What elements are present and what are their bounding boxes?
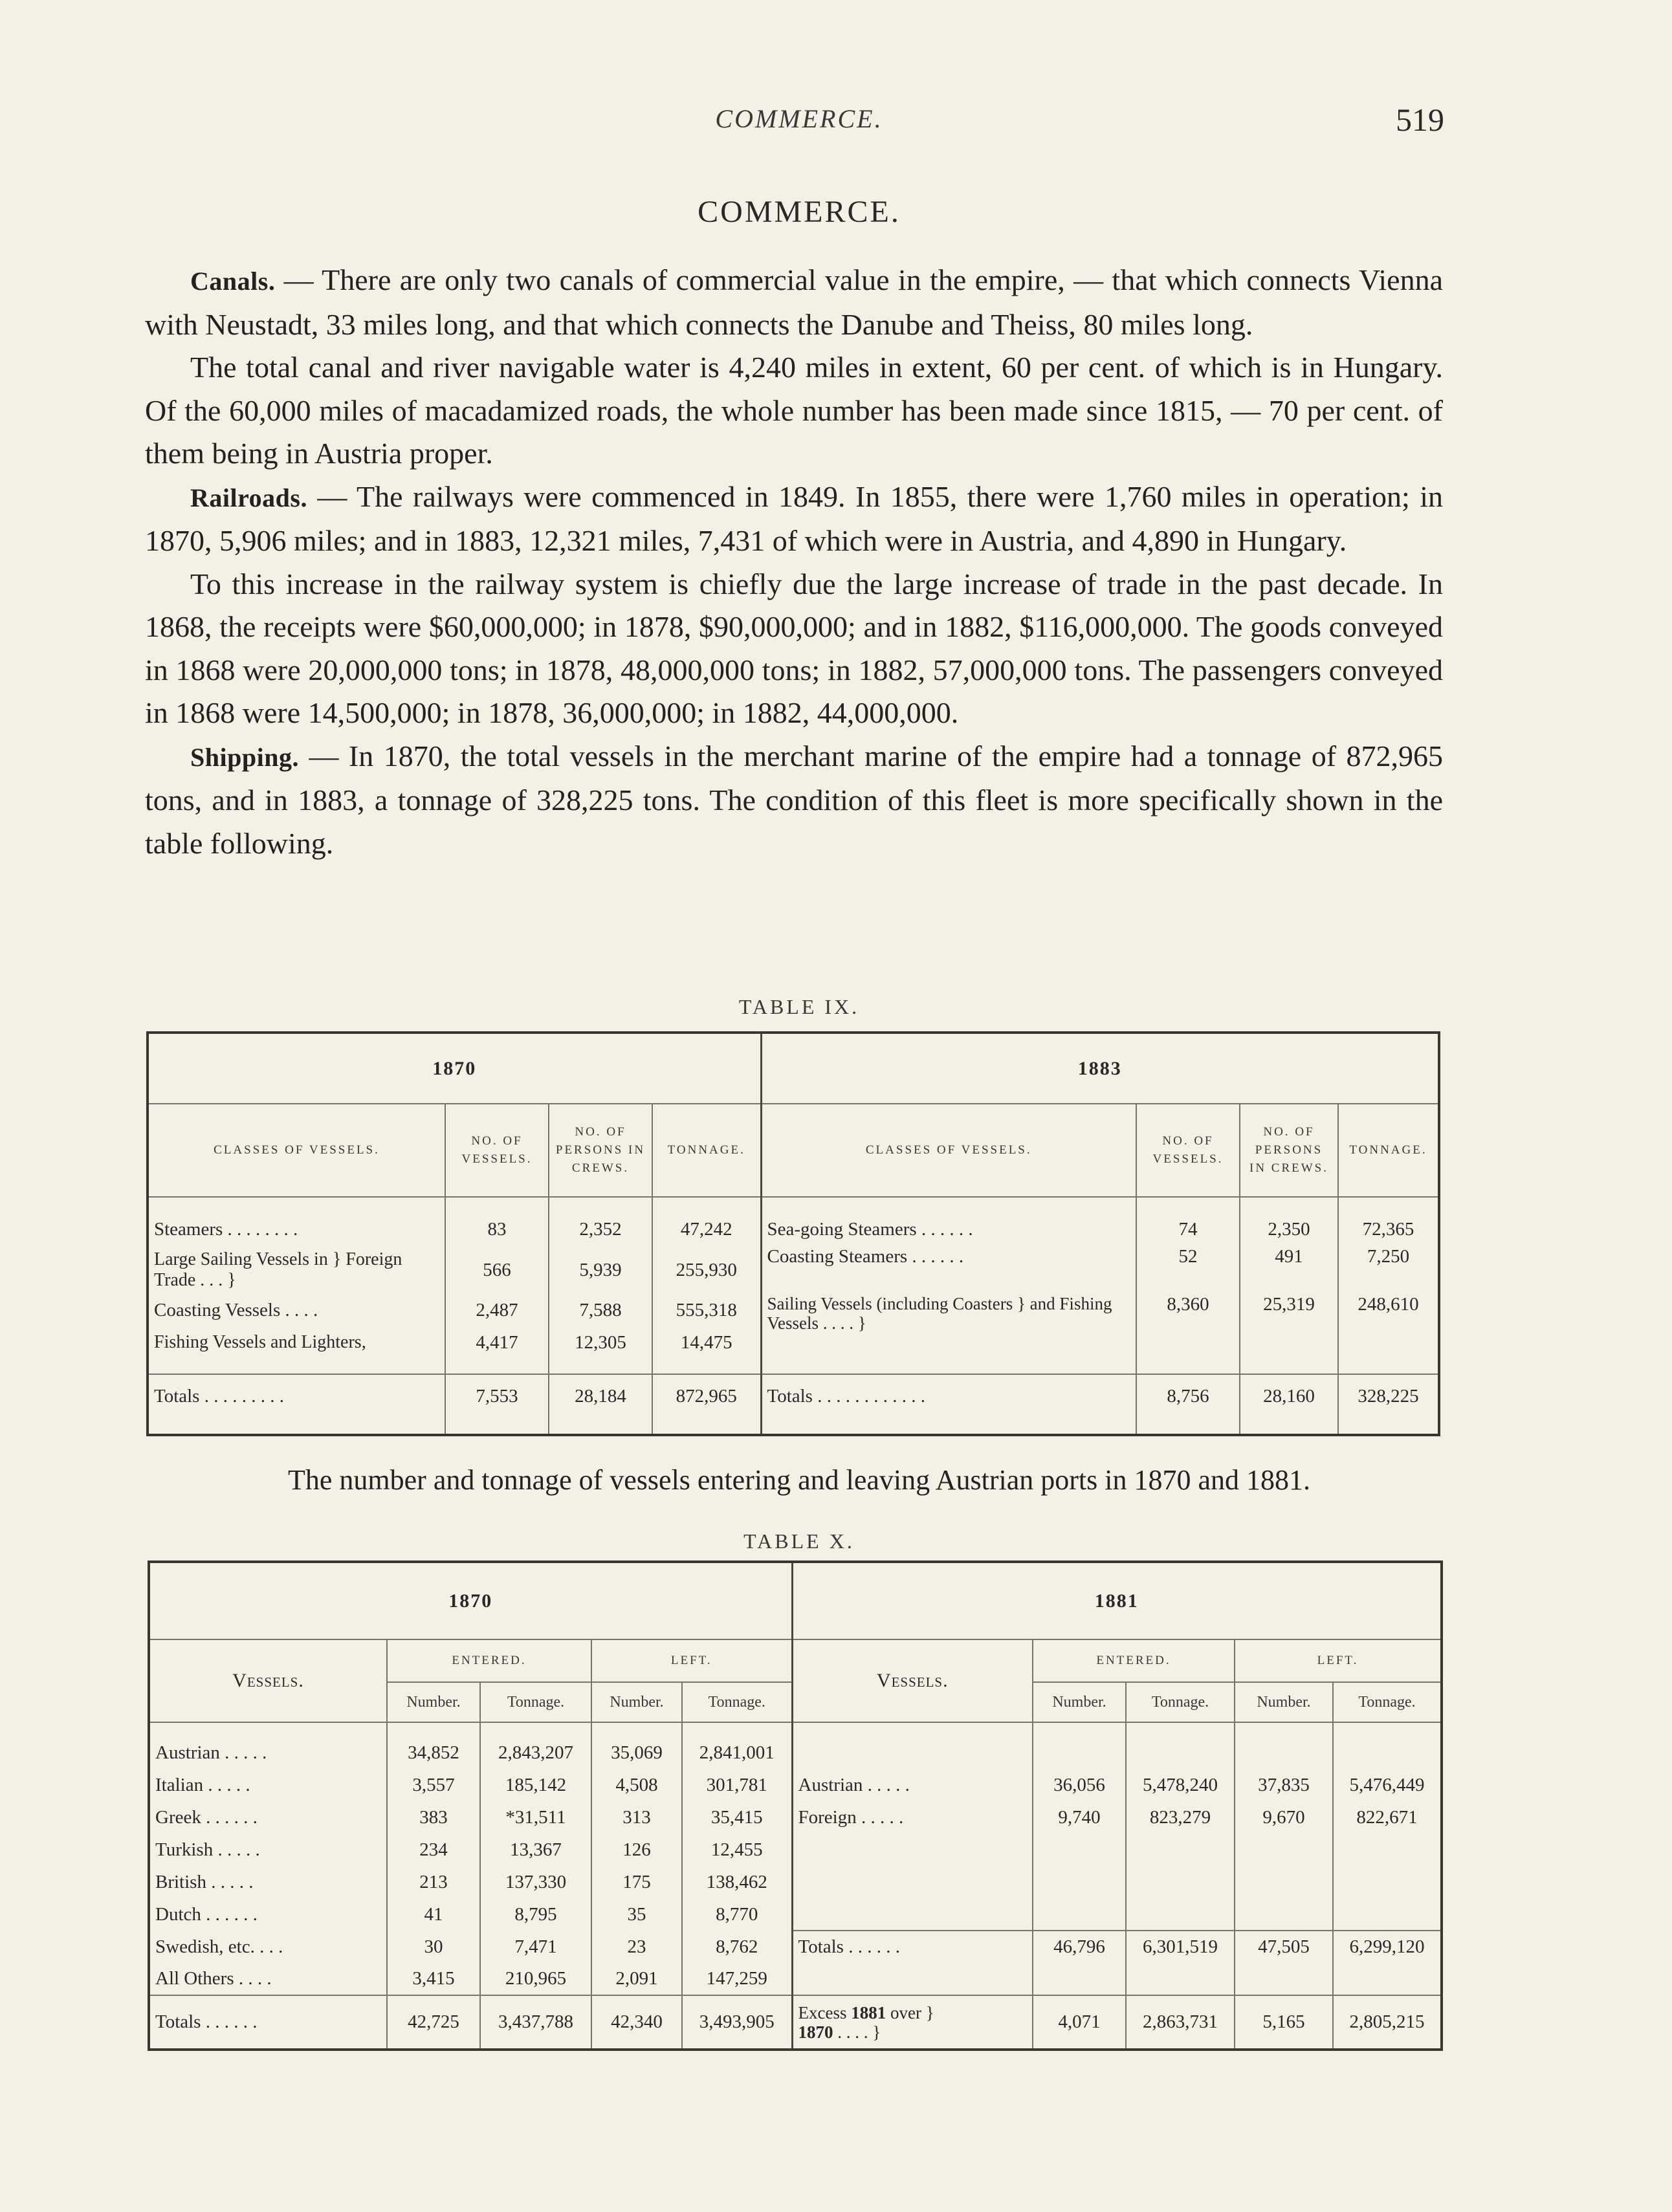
- col-header-tonnage: TONNAGE.: [1338, 1104, 1439, 1197]
- row-label: Sea-going Steamers . . . . . .: [761, 1212, 1136, 1246]
- cell-vessels: 83: [445, 1212, 549, 1246]
- cell-vessels: 7,553: [445, 1374, 549, 1418]
- col-header-tonnage: TONNAGE.: [652, 1104, 761, 1197]
- col-header-tonnage: Tonnage.: [480, 1682, 591, 1722]
- table-x: [148, 1560, 1443, 2051]
- cell-entered-number: 9,740: [1033, 1801, 1126, 1834]
- table10-caption: TABLE X.: [743, 1529, 855, 1553]
- cell-tonnage: 7,250: [1367, 1246, 1410, 1267]
- row-label: Coasting Vessels . . . .: [148, 1294, 445, 1326]
- runhead: Canals.: [190, 267, 276, 296]
- row-label: Dutch . . . . . .: [149, 1898, 387, 1931]
- row-label: Steamers . . . . . . . .: [148, 1212, 445, 1246]
- cell-vessels: 74: [1136, 1212, 1240, 1246]
- cell-entered-tonnage: 3,437,788: [480, 1995, 591, 2050]
- table9-year-1883: 1883: [761, 1033, 1439, 1104]
- cell-persons: 5,939: [549, 1246, 652, 1294]
- cell-tonnage: 248,610: [1358, 1294, 1419, 1315]
- cell-left-tonnage: 8,770: [682, 1898, 792, 1931]
- cell-entered-tonnage: *31,511: [480, 1801, 591, 1834]
- row-label: Austrian . . . . .: [149, 1736, 387, 1769]
- row-label: Fishing Vessels and Lighters,: [148, 1326, 445, 1359]
- cell-left-number: 175: [591, 1866, 682, 1898]
- body-text: [145, 259, 1443, 865]
- cell-vessels: 2,487: [445, 1294, 549, 1326]
- cell-persons: 7,588: [549, 1294, 652, 1326]
- cell-left-tonnage: 147,259: [682, 1963, 792, 1995]
- cell-left-number: 42,340: [591, 1995, 682, 2050]
- cell-vessels: 52: [1136, 1246, 1240, 1294]
- cell-entered-number: 3,557: [387, 1769, 480, 1801]
- paragraph-text: The total canal and river navigable water is 4,240 miles in extent, 60 per cent. of which is in Hungary. Of the 60,000 miles of macadamized roads, the whole number has been made since 1815, — 70 per cent. of them being in Austria proper.: [145, 351, 1443, 470]
- cell-left-number: 37,835: [1235, 1769, 1333, 1801]
- paragraph-text: — The railways were commenced in 1849. In 1855, there were 1,760 miles in operation; in 1870, 5,906 miles; and in 1883, 12,321 miles, 7,431 of which were in Austria, and 4,890 in Hungary.: [145, 479, 1443, 557]
- table-row: [148, 1246, 1439, 1294]
- paragraph-trade: [145, 563, 1443, 735]
- page-number: 519: [1396, 102, 1444, 138]
- cell-left-tonnage: 138,462: [682, 1866, 792, 1898]
- runhead: Railroads.: [190, 483, 307, 512]
- cell-tonnage: 14,475: [652, 1326, 761, 1359]
- cell-entered-number: 46,796: [1033, 1931, 1126, 1963]
- table-row: [149, 1931, 1442, 1963]
- runhead: Shipping.: [190, 742, 299, 772]
- section-title: COMMERCE.: [698, 195, 901, 229]
- col-header-vessels: Vessels.: [149, 1639, 387, 1722]
- table-row: [149, 1834, 1442, 1866]
- cell-entered-tonnage: 2,863,731: [1126, 1995, 1235, 2050]
- cell-vessels: 8,756: [1136, 1374, 1240, 1418]
- col-header-vessels: NO. OF VESSELS.: [445, 1104, 549, 1197]
- cell-left-number: 35: [591, 1898, 682, 1931]
- col-header-persons: NO. OF PERSONS IN CREWS.: [549, 1104, 652, 1197]
- table-row: [149, 1801, 1442, 1834]
- col-header-number: Number.: [1235, 1682, 1333, 1722]
- cell-persons: 25,319: [1240, 1294, 1338, 1359]
- cell-left-tonnage: 35,415: [682, 1801, 792, 1834]
- cell-tonnage: 72,365: [1362, 1218, 1414, 1240]
- cell-left-number: 126: [591, 1834, 682, 1866]
- col-header-vessels: Vessels.: [792, 1639, 1033, 1722]
- cell-left-number: 5,165: [1235, 1995, 1333, 2050]
- row-label: Coasting Steamers . . . . . .: [761, 1246, 1136, 1294]
- row-label: Italian . . . . .: [149, 1769, 387, 1801]
- row-label: All Others . . . .: [149, 1963, 387, 1995]
- col-header-number: Number.: [1033, 1682, 1126, 1722]
- row-label: Sailing Vessels (including Coasters } and Fishing Vessels . . . . }: [761, 1294, 1136, 1359]
- table-row-totals: [149, 1995, 1442, 2050]
- col-header-entered: ENTERED.: [387, 1639, 591, 1682]
- cell-entered-tonnage: 2,843,207: [480, 1736, 591, 1769]
- cell-persons: 2,352: [549, 1212, 652, 1246]
- cell-left-tonnage: 822,671: [1356, 1806, 1418, 1828]
- table-row: [148, 1294, 1439, 1326]
- row-label: Swedish, etc. . . .: [149, 1931, 387, 1963]
- cell-left-tonnage: 2,841,001: [682, 1736, 792, 1769]
- cell-left-tonnage: 3,493,905: [682, 1995, 792, 2050]
- col-header-number: Number.: [591, 1682, 682, 1722]
- cell-entered-tonnage: 5,478,240: [1126, 1769, 1235, 1801]
- cell-entered-number: 41: [387, 1898, 480, 1931]
- col-header-entered: ENTERED.: [1033, 1639, 1235, 1682]
- cell-tonnage: 47,242: [652, 1212, 761, 1246]
- cell-entered-tonnage: 823,279: [1126, 1801, 1235, 1834]
- cell-persons: 12,305: [549, 1326, 652, 1359]
- cell-tonnage: 872,965: [652, 1374, 761, 1418]
- table-row: [149, 1736, 1442, 1769]
- col-header-classes: CLASSES OF VESSELS.: [148, 1104, 445, 1197]
- row-label-totals: Totals . . . . . .: [149, 1995, 387, 2050]
- cell-left-number: 4,508: [591, 1769, 682, 1801]
- table-row: [149, 1898, 1442, 1931]
- cell-left-number: 313: [591, 1801, 682, 1834]
- cell-left-tonnage: 301,781: [682, 1769, 792, 1801]
- excess-dots: . . . . }: [837, 2022, 881, 2042]
- row-label: Totals . . . . . . . . .: [148, 1374, 445, 1418]
- cell-vessels: 4,417: [445, 1326, 549, 1359]
- table-row: [149, 1769, 1442, 1801]
- table-row-totals: [148, 1374, 1439, 1418]
- table10-year-1881: 1881: [792, 1562, 1442, 1639]
- running-head: [0, 104, 1672, 142]
- excess-label-over: over }: [890, 2002, 934, 2022]
- row-label: Foreign . . . . .: [792, 1801, 1033, 1834]
- paragraph-text: — There are only two canals of commercial value in the empire, — that which connects Vienna with Neustadt, 33 miles long, and that which connects the Danube and Theiss, 80 miles long.: [145, 263, 1443, 341]
- cell-left-number: 47,505: [1235, 1931, 1333, 1963]
- cell-entered-tonnage: 8,795: [480, 1898, 591, 1931]
- cell-vessels: 8,360: [1136, 1294, 1240, 1359]
- cell-entered-number: 34,852: [387, 1736, 480, 1769]
- cell-entered-tonnage: 137,330: [480, 1866, 591, 1898]
- cell-persons: 2,350: [1240, 1212, 1338, 1246]
- table-row: [149, 1866, 1442, 1898]
- cell-left-number: 2,091: [591, 1963, 682, 1995]
- cell-left-number: 23: [591, 1931, 682, 1963]
- col-header-tonnage: Tonnage.: [1333, 1682, 1442, 1722]
- cell-tonnage: 255,930: [652, 1246, 761, 1294]
- cell-entered-number: 36,056: [1033, 1769, 1126, 1801]
- cell-entered-number: 30: [387, 1931, 480, 1963]
- table9-year-1870: 1870: [148, 1033, 761, 1104]
- cell-entered-number: 213: [387, 1866, 480, 1898]
- cell-left-tonnage: 8,762: [682, 1931, 792, 1963]
- col-header-tonnage: Tonnage.: [682, 1682, 792, 1722]
- paragraph-shipping: [145, 735, 1443, 866]
- row-label: Large Sailing Vessels in } Foreign Trade . . . }: [148, 1246, 445, 1294]
- col-header-left: LEFT.: [591, 1639, 792, 1682]
- cell-entered-tonnage: 7,471: [480, 1931, 591, 1963]
- col-header-classes: CLASSES OF VESSELS.: [761, 1104, 1136, 1197]
- row-label-totals: Totals . . . . . .: [792, 1931, 1033, 1963]
- col-header-persons: NO. OF PERSONS IN CREWS.: [1240, 1104, 1338, 1197]
- row-label-excess: [792, 1995, 1033, 2050]
- cell-persons: 491: [1240, 1246, 1338, 1294]
- cell-entered-number: 42,725: [387, 1995, 480, 2050]
- paragraph-canals: [145, 259, 1443, 346]
- excess-year-a: 1881: [851, 2002, 886, 2022]
- table10-year-1870: 1870: [149, 1562, 792, 1639]
- col-header-left: LEFT.: [1235, 1639, 1442, 1682]
- running-head-title: COMMERCE.: [715, 104, 883, 133]
- row-label: British . . . . .: [149, 1866, 387, 1898]
- cell-persons: 28,184: [549, 1374, 652, 1418]
- cell-entered-tonnage: 6,301,519: [1126, 1931, 1235, 1963]
- cell-vessels: 566: [445, 1246, 549, 1294]
- cell-left-tonnage: 6,299,120: [1349, 1936, 1425, 1957]
- cell-tonnage: 555,318: [652, 1294, 761, 1326]
- cell-entered-tonnage: 185,142: [480, 1769, 591, 1801]
- cell-persons: 28,160: [1240, 1374, 1338, 1418]
- table-ix: [146, 1031, 1440, 1436]
- cell-entered-number: 4,071: [1033, 1995, 1126, 2050]
- paragraph-railroads: [145, 476, 1443, 563]
- cell-left-tonnage: 2,805,215: [1349, 2011, 1425, 2032]
- paragraph-text: To this increase in the railway system is chiefly due the large increase of trade in the past decade. In 1868, the receipts were $60,000,000; in 1878, $90,000,000; and in 1882, $116,000,000. The goods conveyed in 1868 were 20,000,000 tons; in 1878, 48,000,000 tons; in 1882, 57,000,000 tons. The passengers conveyed in 1868 were 14,500,000; in 1878, 36,000,000; in 1882, 44,000,000.: [145, 567, 1443, 729]
- cell-entered-number: 234: [387, 1834, 480, 1866]
- row-label: Turkish . . . . .: [149, 1834, 387, 1866]
- col-header-vessels: NO. OF VESSELS.: [1136, 1104, 1240, 1197]
- table-row: [149, 1963, 1442, 1995]
- cell-left-number: 9,670: [1235, 1801, 1333, 1834]
- row-label: Greek . . . . . .: [149, 1801, 387, 1834]
- cell-left-tonnage: 12,455: [682, 1834, 792, 1866]
- cell-tonnage: 328,225: [1338, 1374, 1439, 1418]
- cell-entered-number: 383: [387, 1801, 480, 1834]
- paragraph-waterways: [145, 346, 1443, 476]
- col-header-number: Number.: [387, 1682, 480, 1722]
- excess-year-b: 1870: [798, 2022, 833, 2042]
- cell-entered-tonnage: 13,367: [480, 1834, 591, 1866]
- paragraph-text: — In 1870, the total vessels in the merchant marine of the empire had a tonnage of 872,965 tons, and in 1883, a tonnage of 328,225 tons. The condition of this fleet is more specifically shown in the table following.: [145, 739, 1443, 860]
- col-header-tonnage: Tonnage.: [1126, 1682, 1235, 1722]
- cell-entered-tonnage: 210,965: [480, 1963, 591, 1995]
- cell-left-tonnage: 5,476,449: [1349, 1774, 1425, 1795]
- cell-left-number: 35,069: [591, 1736, 682, 1769]
- row-label: Austrian . . . . .: [792, 1769, 1033, 1801]
- table9-caption: TABLE IX.: [738, 995, 860, 1018]
- row-label: Totals . . . . . . . . . . . .: [761, 1374, 1136, 1418]
- cell-entered-number: 3,415: [387, 1963, 480, 1995]
- excess-label: Excess: [798, 2002, 847, 2022]
- table-row: [148, 1212, 1439, 1246]
- table10-intro: The number and tonnage of vessels entering and leaving Austrian ports in 1870 and 1881.: [288, 1464, 1310, 1496]
